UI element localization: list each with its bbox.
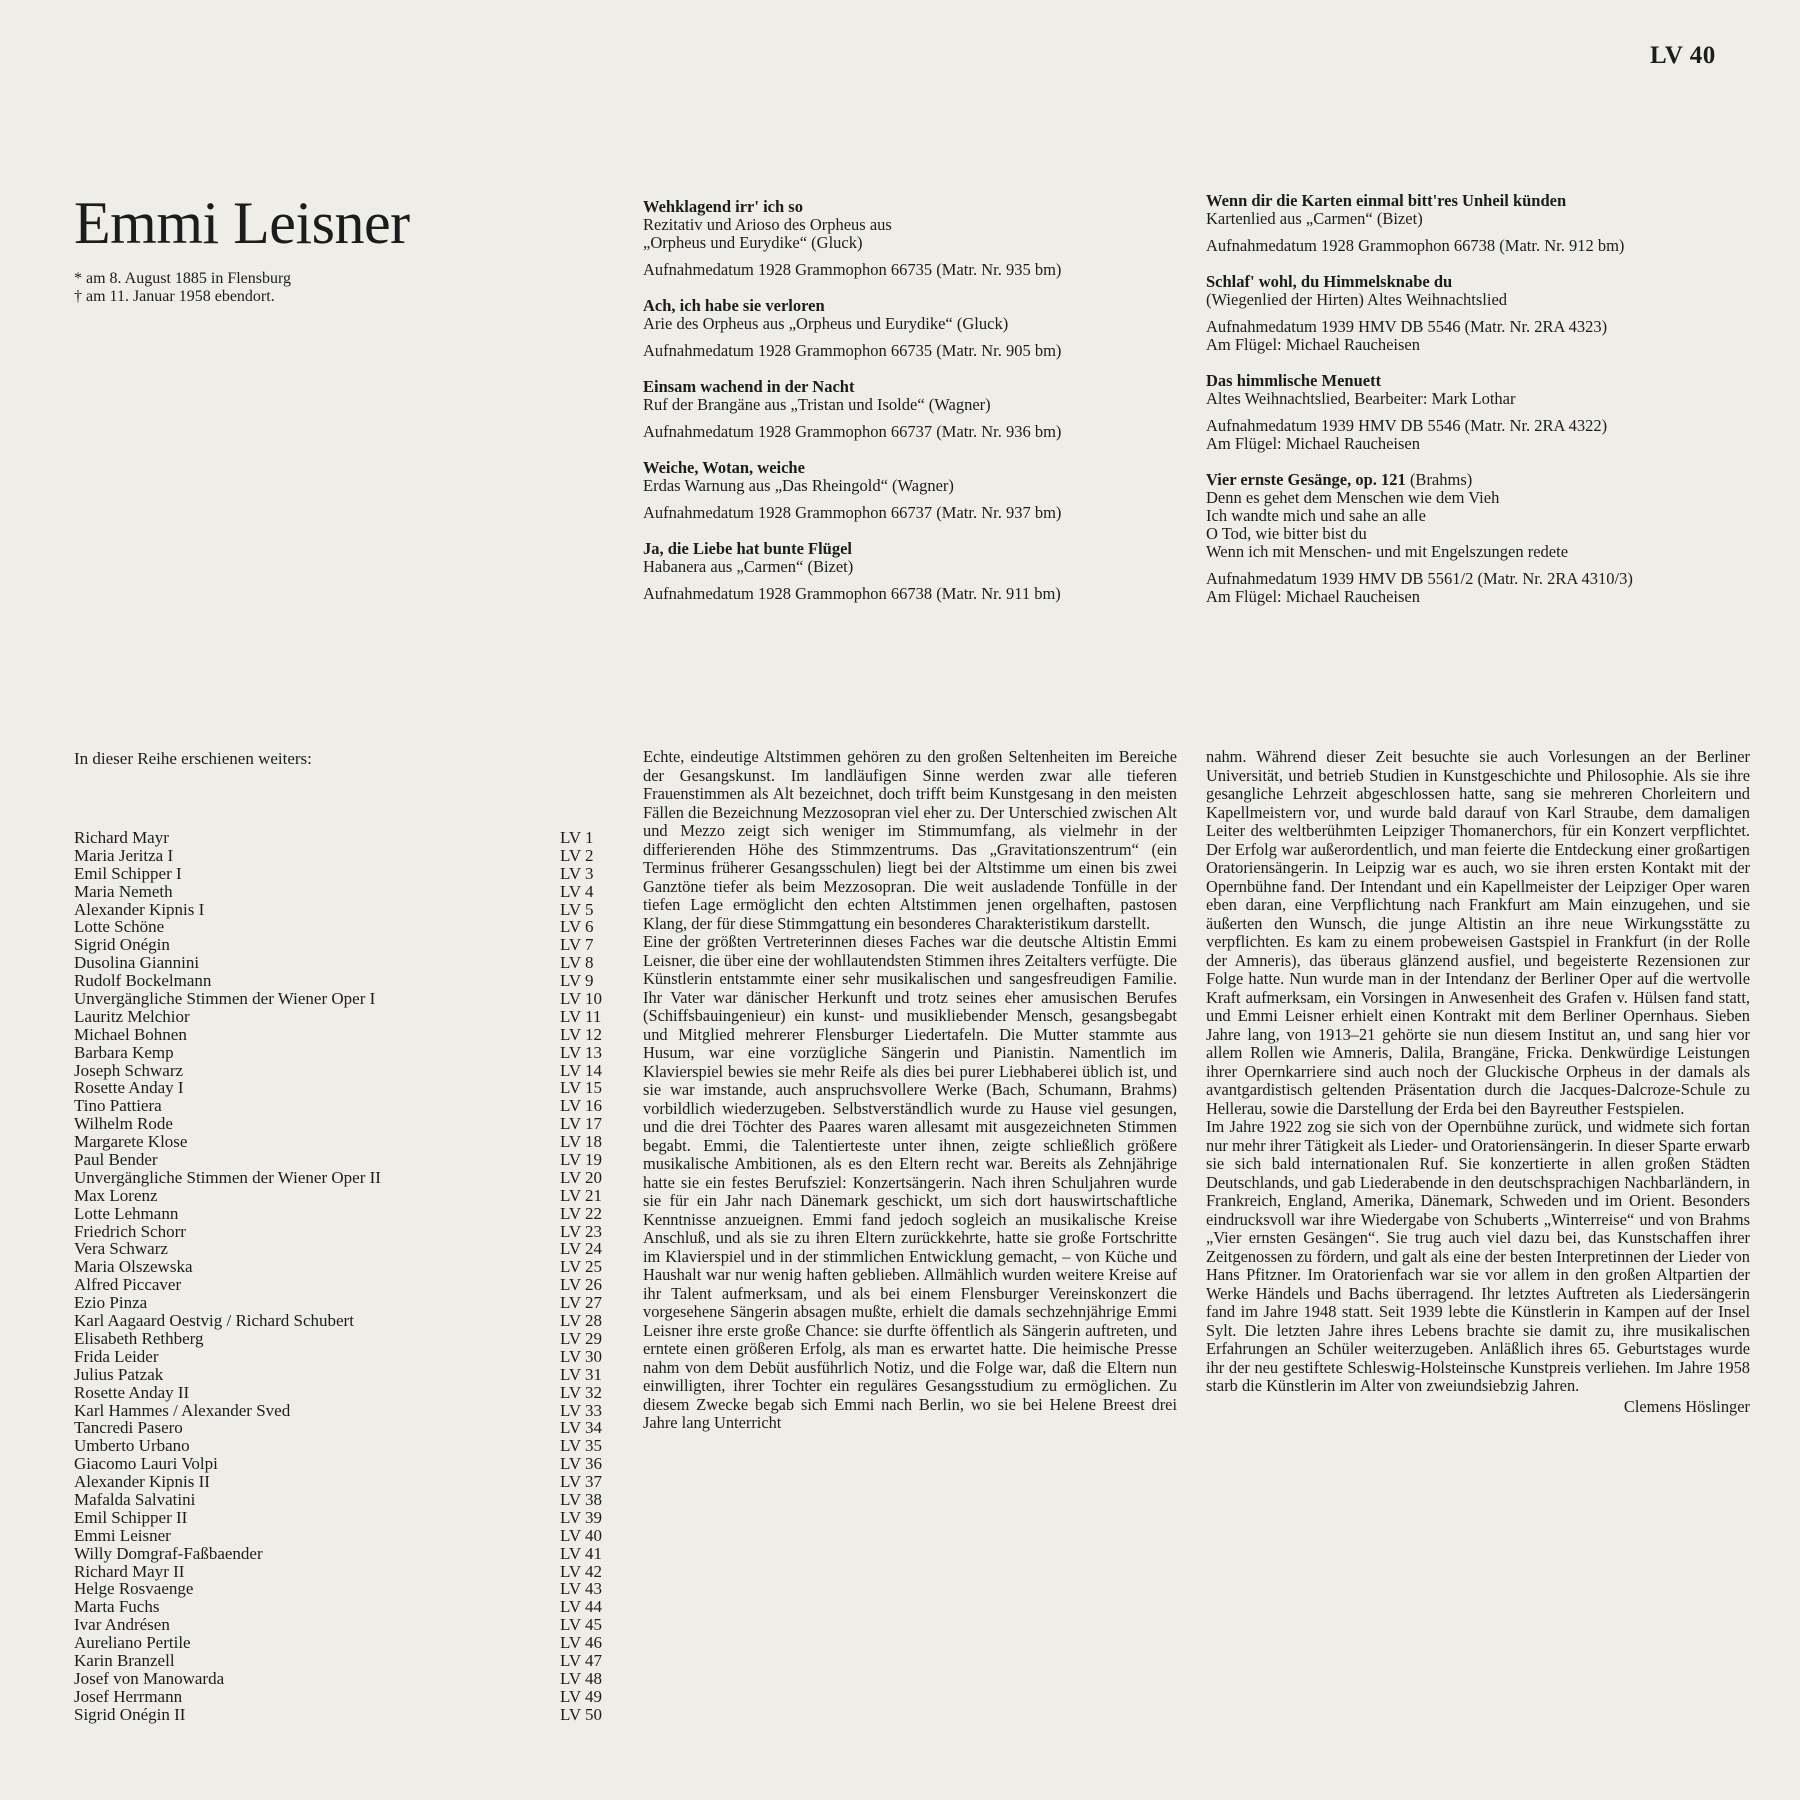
list-item	[74, 1258, 614, 1276]
track-title: Wehklagend irr' ich so	[643, 197, 803, 216]
series-artist: Wilhelm Rode	[74, 1114, 173, 1134]
series-artist: Karl Aagaard Oestvig / Richard Schubert	[74, 1311, 354, 1331]
author-name: Clemens Höslinger	[1623, 1396, 1750, 1416]
recording-line: Am Flügel: Michael Raucheisen	[1206, 335, 1420, 354]
series-code: LV 42	[560, 1561, 603, 1581]
list-item	[74, 1419, 614, 1437]
series-artist: Lotte Lehmann	[74, 1203, 179, 1223]
series-code: LV 2	[560, 845, 594, 865]
series-code: LV 34	[560, 1418, 603, 1438]
track-entry	[643, 198, 1183, 279]
series-code: LV 43	[560, 1579, 603, 1599]
series-artist: Richard Mayr II	[74, 1561, 185, 1581]
birth-date: * am 8. August 1885 in Flensburg	[74, 270, 292, 287]
recording-info	[643, 504, 1183, 522]
series-code: LV 9	[560, 971, 594, 991]
list-item	[74, 1097, 614, 1115]
track-description: Erdas Warnung aus „Das Rheingold“ (Wagner)	[643, 476, 954, 495]
list-item	[74, 1026, 614, 1044]
biography-column-left	[643, 748, 1177, 1433]
list-item	[74, 1509, 614, 1527]
track-heading	[1206, 273, 1746, 291]
series-code: LV 45	[560, 1615, 603, 1635]
series-artist: Julius Patzak	[74, 1364, 164, 1384]
biography-column-right	[1206, 748, 1750, 1416]
series-artist: Helge Rosvaenge	[74, 1579, 194, 1599]
list-item	[74, 1616, 614, 1634]
series-code: LV 31	[560, 1364, 603, 1384]
series-artist: Giacomo Lauri Volpi	[74, 1454, 218, 1474]
list-item	[74, 1634, 614, 1652]
series-artist: Paul Bender	[74, 1150, 158, 1170]
track-description: Rezitativ und Arioso des Orpheus aus	[643, 215, 892, 234]
list-item	[74, 1044, 614, 1062]
recording-info	[643, 585, 1183, 603]
series-artist: Sigrid Onégin II	[74, 1704, 186, 1724]
series-artist: Unvergängliche Stimmen der Wiener Oper II	[74, 1167, 381, 1187]
death-date: † am 11. Januar 1958 ebendort.	[74, 288, 275, 305]
series-artist: Tancredi Pasero	[74, 1418, 183, 1438]
series-artist: Elisabeth Rethberg	[74, 1328, 204, 1348]
series-code: LV 12	[560, 1024, 603, 1044]
track-entry	[643, 540, 1183, 603]
list-item	[74, 1652, 614, 1670]
series-code: LV 10	[560, 989, 603, 1009]
series-artist: Dusolina Giannini	[74, 953, 200, 973]
series-code: LV 33	[560, 1400, 603, 1420]
track-description: Arie des Orpheus aus „Orpheus und Eurydike“ (Gluck)	[643, 314, 1009, 333]
series-code: LV 48	[560, 1668, 603, 1688]
series-artist: Unvergängliche Stimmen der Wiener Oper I	[74, 989, 376, 1009]
series-code: LV 3	[560, 863, 594, 883]
list-item	[74, 1240, 614, 1258]
series-code: LV 13	[560, 1042, 603, 1062]
track-title: Wenn dir die Karten einmal bitt'res Unheil künden	[1206, 191, 1567, 210]
series-artist: Karl Hammes / Alexander Sved	[74, 1400, 291, 1420]
track-heading	[1206, 372, 1746, 390]
list-item	[74, 1115, 614, 1133]
series-artist: Barbara Kemp	[74, 1042, 174, 1062]
track-heading	[643, 378, 1183, 396]
series-code: LV 27	[560, 1293, 603, 1313]
series-code: LV 44	[560, 1597, 603, 1617]
list-item	[74, 829, 614, 847]
recording-line: Am Flügel: Michael Raucheisen	[1206, 434, 1420, 453]
track-heading	[643, 540, 1183, 558]
list-item	[74, 972, 614, 990]
artist-name: Emmi Leisner	[74, 190, 410, 256]
series-code: LV 49	[560, 1686, 603, 1706]
track-heading	[643, 297, 1183, 315]
list-item	[74, 954, 614, 972]
recording-line: Aufnahmedatum 1928 Grammophon 66737 (Matr. Nr. 936 bm)	[643, 422, 1062, 441]
list-item	[74, 883, 614, 901]
series-artist: Maria Jeritza I	[74, 845, 174, 865]
series-heading: In dieser Reihe erschienen weiters:	[74, 749, 312, 768]
track-title: Einsam wachend in der Nacht	[643, 377, 855, 396]
series-artist: Umberto Urbano	[74, 1436, 190, 1456]
series-artist: Frida Leider	[74, 1346, 159, 1366]
track-description: Kartenlied aus „Carmen“ (Bizet)	[1206, 209, 1423, 228]
track-title: Schlaf' wohl, du Himmelsknabe du	[1206, 272, 1453, 291]
track-title: Ach, ich habe sie verloren	[643, 296, 825, 315]
series-artist: Josef Herrmann	[74, 1686, 183, 1706]
track-title: Ja, die Liebe hat bunte Flügel	[643, 539, 853, 558]
series-code: LV 17	[560, 1114, 603, 1134]
track-entry	[1206, 471, 1746, 606]
list-item	[74, 1079, 614, 1097]
series-code: LV 38	[560, 1489, 603, 1509]
recording-line: Aufnahmedatum 1928 Grammophon 66737 (Matr. Nr. 937 bm)	[643, 503, 1062, 522]
series-code: LV 35	[560, 1436, 603, 1456]
series-code: LV 47	[560, 1650, 603, 1670]
recording-line: Aufnahmedatum 1939 HMV DB 5546 (Matr. Nr. 2RA 4322)	[1206, 416, 1608, 435]
series-code: LV 16	[560, 1096, 603, 1116]
recording-line: Aufnahmedatum 1939 HMV DB 5561/2 (Matr. Nr. 2RA 4310/3)	[1206, 569, 1633, 588]
recording-line: Aufnahmedatum 1928 Grammophon 66735 (Matr. Nr. 935 bm)	[643, 260, 1062, 279]
series-code: LV 6	[560, 917, 594, 937]
series-code: LV 14	[560, 1060, 603, 1080]
series-code: LV 30	[560, 1346, 603, 1366]
list-item	[74, 1545, 614, 1563]
series-code: LV 1	[560, 828, 594, 847]
series-code: LV 5	[560, 899, 594, 919]
track-description: „Orpheus und Eurydike“ (Gluck)	[643, 233, 863, 252]
list-item	[74, 1062, 614, 1080]
recording-info	[643, 342, 1183, 360]
recording-info	[1206, 237, 1746, 255]
series-code: LV 40	[560, 1525, 603, 1545]
series-artist: Lotte Schöne	[74, 917, 165, 937]
series-code: LV 15	[560, 1078, 603, 1098]
series-code: LV 18	[560, 1132, 603, 1152]
bio-paragraph: Im Jahre 1922 zog sie sich von der Opernbühne zurück, und widmete sich fortan nur mehr ihrer Tätigkeit als Lieder- und Oratoriensängerin. In dieser Sparte erwarb sie sich bald internationalen Ruf. Sie konzertierte in allen großen Städten Deutschlands, und gab Liederabende in den deutschsprachigen Nachbarländern, in Frankreich, England, Amerika, Dänemark, Schweden und im Orient. Besonders eindrucksvoll war ihre Wiedergabe von Schuberts „Winterreise“ und von Brahms „Vier ernsten Gesängen“. Sie trug auch viel dazu bei, das Kunstschaffen ihrer Zeitgenossen zu fördern, und galt als eine der besten Interpretinnen der Lieder von Hans Pfitzner. Im Oratorienfach war sie vor allem in den großen Altpartien der Werke Händels und Bachs überragend. Ihr letztes Auftreten als Liedersängerin fand im Jahre 1948 statt. Seit 1939 lebte die Künstlerin in Kampen auf der Insel Sylt. Die letzten Jahre ihres Lebens brachte sie damit zu, ihre musikalischen Erfahrungen an Schüler weiterzugeben. Anläßlich ihres 65. Geburtstages wurde ihr der neu gestiftete Schleswig-Holsteinsche Kunstpreis verliehen. Im Jahre 1958 starb die Künstlerin im Alter von zweiundsiebzig Jahren.	[1206, 1117, 1750, 1395]
series-code: LV 26	[560, 1275, 603, 1295]
list-item	[74, 1223, 614, 1241]
list-item	[74, 1473, 614, 1491]
series-artist: Maria Olszewska	[74, 1257, 193, 1277]
list-item	[74, 1008, 614, 1026]
list-item	[74, 1133, 614, 1151]
list-item	[74, 1402, 614, 1420]
series-artist: Josef von Manowarda	[74, 1668, 225, 1688]
track-description: O Tod, wie bitter bist du	[1206, 524, 1367, 543]
track-description: Wenn ich mit Menschen- und mit Engelszungen redete	[1206, 542, 1569, 561]
list-item	[74, 1276, 614, 1294]
series-code: LV 37	[560, 1472, 603, 1492]
series-code: LV 23	[560, 1221, 603, 1241]
list-item	[74, 1312, 614, 1330]
track-title: Das himmlische Menuett	[1206, 371, 1382, 390]
track-description: (Wiegenlied der Hirten) Altes Weihnachtslied	[1206, 290, 1508, 309]
series-artist: Karin Branzell	[74, 1650, 175, 1670]
list-item	[74, 1670, 614, 1688]
series-code: LV 50	[560, 1704, 603, 1724]
series-artist: Emil Schipper I	[74, 863, 182, 883]
bio-paragraph: nahm. Während dieser Zeit besuchte sie auch Vorlesungen an der Berliner Universität, und betrieb Studien in Kunstgeschichte und Philosophie. Als sie ihre gesangliche Lehrzeit abgeschlossen hatte, sang sie mehreren Chorleitern und Kapellmeistern vor, und wurde bald darauf von Karl Straube, dem damaligen Leiter des weltberühmten Leipziger Thomanerchors, für ein Konzert verpflichtet. Der Erfolg war außerordentlich, und man feierte die Entdeckung einer großartigen Oratoriensängerin. In Leipzig war es auch, wo sie ihren ersten Kontakt mit der Opernbühne fand. Der Intendant und ein Kapellmeister der Leipziger Oper waren eben daran, eine Verpflichtung nach Frankfurt am Main einzugehen, und sie äußerten den Wunsch, die junge Altistin an ihre neue Wirkungsstätte zu verpflichten. Es kam zu einem probeweisen Gastspiel in Frankfurt (in der Rolle der Amneris), das überaus glänzend ausfiel, und begeisterte Rezensionen zur Folge hatte. Nun wurde man in der Intendanz der Berliner Oper auf die wertvolle Kraft aufmerksam, ein Vorsingen in Anwesenheit des Grafen v. Hülsen fand statt, und Emmi Leisner erhielt einen Kontrakt mit dem Berliner Opernhaus. Sieben Jahre lang, von 1913–21 gehörte sie nun diesem Institut an, und sang hier vor allem Rollen wie Amneris, Dalila, Brangäne, Fricka. Denkwürdige Leistungen ihrer Opernkarriere sind auch noch der Gluckische Orpheus in der damals als avantgardistisch geltenden Präsentation durch die Jacques-Dalcroze-Schule zu Hellerau, sowie die Darstellung der Erda bei den Bayreuther Festspielen.	[1206, 747, 1750, 1118]
list-item	[74, 936, 614, 954]
series-code: LV 41	[560, 1543, 603, 1563]
series-code: LV 19	[560, 1150, 603, 1170]
list-item	[74, 1688, 614, 1706]
track-list-right	[1206, 192, 1746, 624]
bio-paragraph: Echte, eindeutige Altstimmen gehören zu den großen Seltenheiten im Bereiche der Gesangskunst. Im landläufigen Sinne werden zwar alle tieferen Frauenstimmen als Alt bezeichnet, doch trifft beim Kunstgesang in den meisten Fällen die Bezeichnung Mezzosopran viel eher zu. Der Unterschied zwischen Alt und Mezzo zeigt sich weniger im Stimmumfang, als vielmehr in der differierenden Höhe des Stimmzentrums. Das „Gravitationszentrum“ (ein Terminus früherer Gesangsschulen) liegt bei der Altstimme um einen bis zwei Ganztöne tiefer als beim Mezzosopran. Die weit ausladende Tonfülle in der tiefen Lage ermöglicht den echten Altstimmen jenen orgelhaften, pastosen Klang, der für diese Stimmgattung ein besonderes Charakteristikum darstellt.	[643, 747, 1177, 933]
track-title: Weiche, Wotan, weiche	[643, 458, 805, 477]
series-code: LV 8	[560, 953, 594, 973]
track-entry	[643, 378, 1183, 441]
track-composer: (Brahms)	[1405, 470, 1473, 489]
recording-line: Aufnahmedatum 1928 Grammophon 66735 (Matr. Nr. 905 bm)	[643, 341, 1062, 360]
recording-line: Aufnahmedatum 1928 Grammophon 66738 (Matr. Nr. 912 bm)	[1206, 236, 1625, 255]
series-artist: Maria Nemeth	[74, 881, 173, 901]
series-code: LV 28	[560, 1311, 603, 1331]
list-item	[74, 1437, 614, 1455]
list-item	[74, 918, 614, 936]
list-item	[74, 1563, 614, 1581]
track-description: Altes Weihnachtslied, Bearbeiter: Mark Lothar	[1206, 389, 1516, 408]
series-artist: Vera Schwarz	[74, 1239, 168, 1259]
list-item	[74, 865, 614, 883]
series-code: LV 39	[560, 1507, 603, 1527]
track-heading	[643, 198, 1183, 216]
series-code: LV 4	[560, 881, 594, 901]
series-code: LV 25	[560, 1257, 603, 1277]
track-description: Habanera aus „Carmen“ (Bizet)	[643, 557, 854, 576]
list-item	[74, 1706, 614, 1724]
list-item	[74, 1384, 614, 1402]
series-artist: Tino Pattiera	[74, 1096, 162, 1116]
list-item	[74, 1580, 614, 1598]
series-artist: Margarete Klose	[74, 1132, 188, 1152]
series-artist: Alexander Kipnis II	[74, 1472, 210, 1492]
list-item	[74, 990, 614, 1008]
series-artist: Emmi Leisner	[74, 1525, 171, 1545]
series-code: LV 11	[560, 1006, 602, 1026]
series-artist: Marta Fuchs	[74, 1597, 160, 1617]
recording-info	[1206, 570, 1746, 606]
recording-info	[1206, 318, 1746, 354]
series-artist: Max Lorenz	[74, 1185, 158, 1205]
series-code: LV 20	[560, 1167, 603, 1187]
recording-line: Am Flügel: Michael Raucheisen	[1206, 587, 1420, 606]
series-code: LV 32	[560, 1382, 603, 1402]
series-code: LV 46	[560, 1633, 603, 1653]
list-item	[74, 1169, 614, 1187]
series-artist: Rosette Anday I	[74, 1078, 184, 1098]
track-entry	[643, 459, 1183, 522]
series-code: LV 22	[560, 1203, 603, 1223]
recording-info	[643, 423, 1183, 441]
list-item	[74, 1348, 614, 1366]
series-artist: Alexander Kipnis I	[74, 899, 205, 919]
track-entry	[643, 297, 1183, 360]
list-item	[74, 1527, 614, 1545]
track-heading	[1206, 192, 1746, 210]
series-code: LV 21	[560, 1185, 603, 1205]
recording-line: Aufnahmedatum 1928 Grammophon 66738 (Matr. Nr. 911 bm)	[643, 584, 1061, 603]
series-artist: Joseph Schwarz	[74, 1060, 184, 1080]
catalog-number: LV 40	[1650, 42, 1716, 69]
recording-line: Aufnahmedatum 1939 HMV DB 5546 (Matr. Nr. 2RA 4323)	[1206, 317, 1608, 336]
series-artist: Sigrid Onégin	[74, 935, 170, 955]
series-artist: Rudolf Bockelmann	[74, 971, 212, 991]
track-list-left	[643, 198, 1183, 621]
list-item	[74, 1366, 614, 1384]
track-description: Ruf der Brangäne aus „Tristan und Isolde“ (Wagner)	[643, 395, 991, 414]
list-item	[74, 1294, 614, 1312]
series-artist: Ezio Pinza	[74, 1293, 148, 1313]
series-artist: Richard Mayr	[74, 828, 169, 847]
series-list	[74, 829, 614, 1724]
series-artist: Michael Bohnen	[74, 1024, 187, 1044]
series-artist: Willy Domgraf-Faßbaender	[74, 1543, 263, 1563]
series-code: LV 29	[560, 1328, 603, 1348]
list-item	[74, 1205, 614, 1223]
recording-info	[643, 261, 1183, 279]
track-heading	[643, 459, 1183, 477]
series-code: LV 36	[560, 1454, 603, 1474]
list-item	[74, 847, 614, 865]
list-item	[74, 1491, 614, 1509]
series-artist: Friedrich Schorr	[74, 1221, 186, 1241]
series-code: LV 24	[560, 1239, 603, 1259]
list-item	[74, 1598, 614, 1616]
list-item	[74, 1187, 614, 1205]
series-artist: Mafalda Salvatini	[74, 1489, 196, 1509]
track-entry	[1206, 273, 1746, 354]
list-item	[74, 901, 614, 919]
track-entry	[1206, 192, 1746, 255]
life-dates	[74, 270, 291, 306]
list-item	[74, 1330, 614, 1348]
track-heading	[1206, 471, 1746, 489]
series-code: LV 7	[560, 935, 594, 955]
list-item	[74, 1455, 614, 1473]
track-description: Denn es gehet dem Menschen wie dem Vieh	[1206, 488, 1500, 507]
track-title: Vier ernste Gesänge, op. 121	[1206, 470, 1406, 489]
recording-info	[1206, 417, 1746, 453]
series-artist: Emil Schipper II	[74, 1507, 188, 1527]
series-artist: Ivar Andrésen	[74, 1615, 170, 1635]
series-artist: Lauritz Melchior	[74, 1006, 190, 1026]
series-artist: Rosette Anday II	[74, 1382, 190, 1402]
track-description: Ich wandte mich und sahe an alle	[1206, 506, 1426, 525]
list-item	[74, 1151, 614, 1169]
series-artist: Alfred Piccaver	[74, 1275, 182, 1295]
series-artist: Aureliano Pertile	[74, 1633, 191, 1653]
track-entry	[1206, 372, 1746, 453]
bio-paragraph: Eine der größten Vertreterinnen dieses Faches war die deutsche Altistin Emmi Leisner, die über eine der wohllautendsten Stimmen ihres Zeitalters verfügte. Die Künstlerin entstammte einer sehr musikalischen und sangesfreudigen Familie. Ihr Vater war dänischer Herkunft und trotz seines eher amusischen Berufes (Schiffsbauingenieur) ein kunst- und musikliebender Mensch, gesangsbegabt und Mitglied mehrerer Flensburger Liedertafeln. Die Mutter stammte aus Husum, war eine vorzügliche Sängerin und Pianistin. Namentlich im Klavierspiel bewies sie mehr Reife als dies bei purer Liebhaberei üblich ist, und sie war imstande, auch anspruchsvollere Werke (Bach, Schumann, Brahms) vorbildlich wiederzugeben. Selbstverständlich wurde zu Hause viel gesungen, und die drei Töchter des Paares waren allesamt mit ausgezeichneten Stimmen begabt. Emmi, die Talentierteste unter ihnen, zeigte schließlich größere musikalische Ambitionen, als es den Eltern recht war. Bereits als Zehnjährige hatte sie ein festes Berufsziel: Konzertsängerin. Nach ihren Schuljahren wurde sie für ein Jahr nach Dänemark geschickt, um sich dort hauswirtschaftliche Kenntnisse anzueignen. Emmi fand jedoch sogleich an musikalische Kreise Anschluß, und als sie zu ihren Eltern zurückkehrte, hatte sie große Fortschritte im Klavierspiel und in der stimmlichen Entwicklung gemacht, – von Küche und Haushalt war nur wenig haften geblieben. Allmählich wurden weitere Kreise auf ihr Talent aufmerksam, und als bei einem Flensburger Vereinskonzert die vorgesehene Sängerin absagen mußte, erhielt die damals sechzehnjährige Emmi Leisner ihre erste große Chance: sie durfte öffentlich als Sängerin auftreten, und erntete einen größeren Erfolg, als man es erwartet hatte. Die heimische Presse nahm von dem Debüt ausführlich Notiz, und die Folge war, daß die Eltern nun einwilligten, ihrer Tochter ein reguläres Gesangsstudium zu ermöglichen. Zu diesem Zwecke begab sich Emmi nach Berlin, wo sie bei Helene Breest drei Jahre lang Unterricht	[643, 932, 1177, 1432]
